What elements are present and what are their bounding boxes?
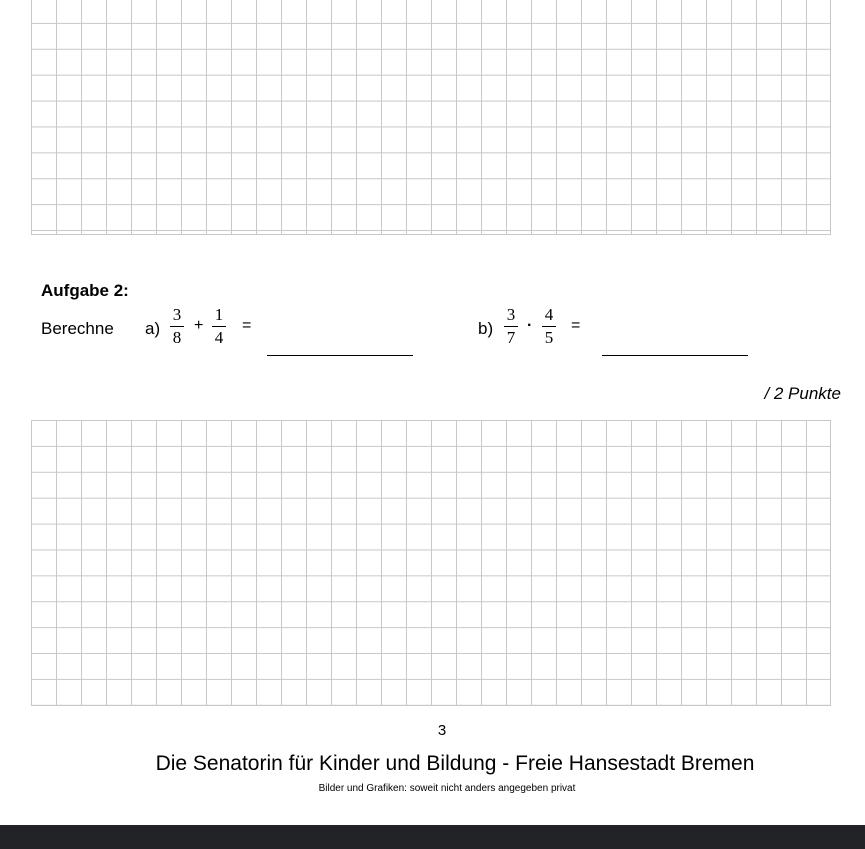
part-a-fraction-2 xyxy=(212,305,226,348)
footer-note: Bilder und Grafiken: soweit nicht anders angegeben privat xyxy=(318,783,576,794)
task-row xyxy=(0,303,865,363)
part-a-fraction-1-numerator: 3 xyxy=(170,305,184,327)
page-number: 3 xyxy=(437,722,447,739)
answer-grid-top xyxy=(31,0,831,235)
part-b-operator: · xyxy=(527,317,533,334)
instruction-text: Berechne xyxy=(41,319,114,338)
part-a-fraction-2-numerator: 1 xyxy=(212,305,226,327)
part-a-answer-line[interactable] xyxy=(267,355,413,356)
part-b-equals: = xyxy=(571,317,581,334)
part-b-fraction-2-denominator: 5 xyxy=(544,328,554,347)
part-b-fraction-1 xyxy=(504,305,518,348)
part-a-fraction-1 xyxy=(170,305,184,348)
part-b-fraction-2-numerator: 4 xyxy=(542,305,556,327)
points-label: / 2 Punkte xyxy=(764,384,841,403)
part-b-fraction-1-denominator: 7 xyxy=(506,328,516,347)
part-a-operator: + xyxy=(194,317,204,334)
task-heading: Aufgabe 2: xyxy=(41,281,129,300)
part-a-label: a) xyxy=(145,319,161,338)
part-b-fraction-2 xyxy=(542,305,556,348)
part-b-answer-line[interactable] xyxy=(602,355,748,356)
footer-title: Die Senatorin für Kinder und Bildung - Freie Hansestadt Bremen xyxy=(155,752,755,775)
answer-grid-bottom xyxy=(31,420,831,706)
part-b-fraction-1-numerator: 3 xyxy=(504,305,518,327)
viewer-bottom-bar xyxy=(0,825,865,849)
part-a-fraction-2-denominator: 4 xyxy=(214,328,224,347)
part-a-equals: = xyxy=(242,317,252,334)
part-a-fraction-1-denominator: 8 xyxy=(172,328,182,347)
part-b-label: b) xyxy=(478,319,494,338)
